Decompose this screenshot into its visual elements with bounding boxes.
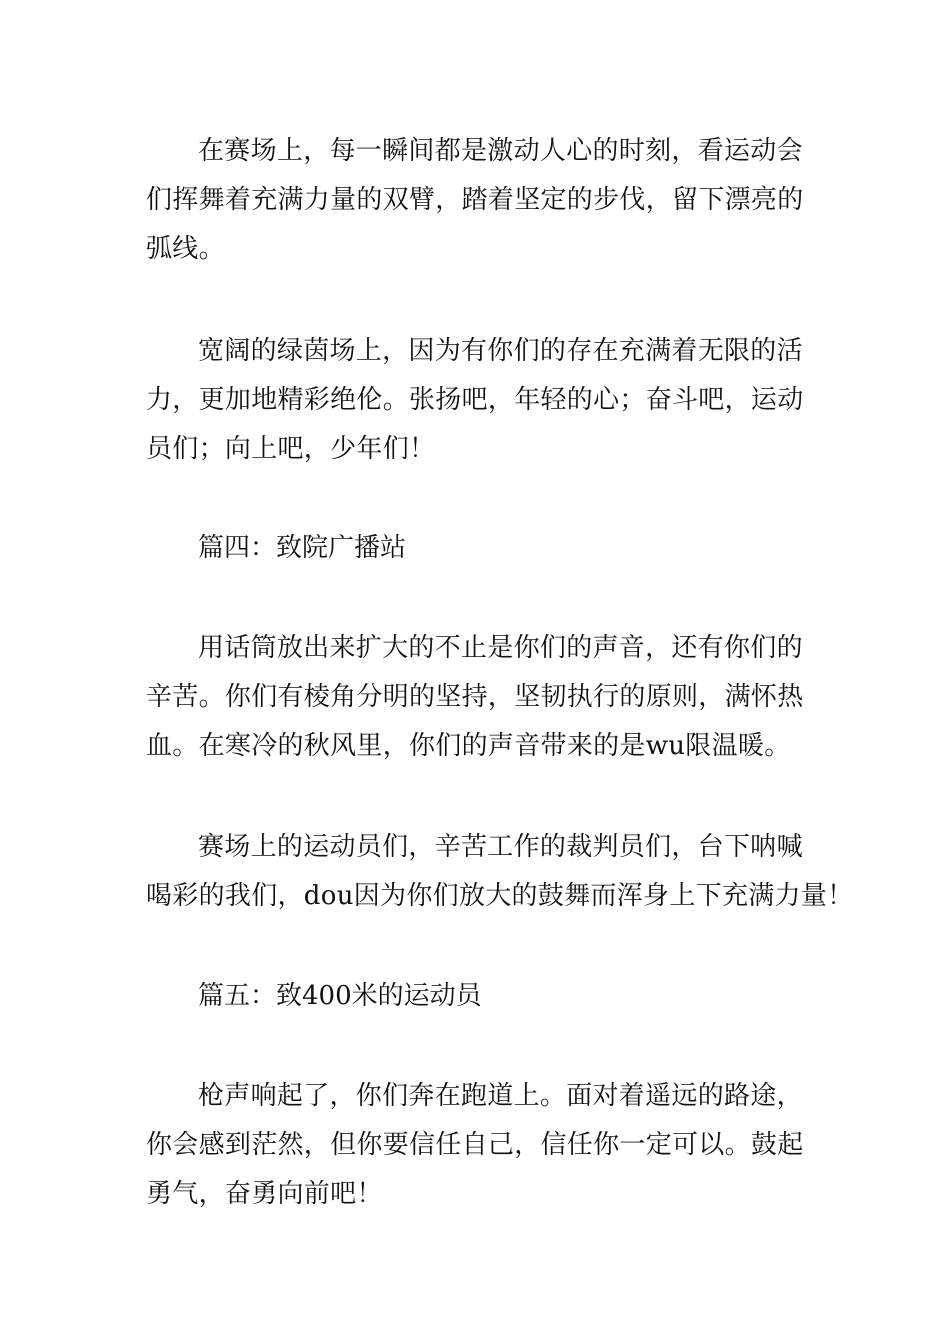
paragraph-400m-runners <box>146 1072 816 1219</box>
paragraph-line: 枪声响起了，你们奔在跑道上。面对着遥远的路途， <box>198 1081 803 1111</box>
paragraph-line: 们挥舞着充满力量的双臂，踏着坚定的步伐，留下漂亮的 <box>146 185 804 215</box>
paragraph-line: 血。在寒冷的秋风里，你们的声音带来的是wu限温暖。 <box>146 731 791 761</box>
paragraph-line: 力，更加地精彩绝伦。张扬吧，年轻的心；奋斗吧，运动 <box>146 385 804 415</box>
paragraph-line: 赛场上的运动员们，辛苦工作的裁判员们，台下呐喊 <box>198 832 803 862</box>
section-heading-part-five: 篇五：致400米的运动员 <box>198 981 482 1011</box>
paragraph-broadcast-station <box>146 624 816 771</box>
paragraph-athletes-referees <box>146 823 854 921</box>
paragraph-line: 辛苦。你们有棱角分明的坚持，坚韧执行的原则，满怀热 <box>146 682 804 712</box>
section-heading-part-four: 篇四：致院广播站 <box>198 533 407 563</box>
paragraph-line: 员们；向上吧，少年们！ <box>146 434 436 464</box>
paragraph-line: 用话筒放出来扩大的不止是你们的声音，还有你们的 <box>198 633 803 663</box>
paragraph-sports-moment <box>146 127 816 274</box>
paragraph-line: 宽阔的绿茵场上，因为有你们的存在充满着无限的活 <box>198 336 803 366</box>
paragraph-green-field <box>146 327 816 474</box>
paragraph-line: 你会感到茫然，但你要信任自己，信任你一定可以。鼓起 <box>146 1130 804 1160</box>
paragraph-line: 弧线。 <box>146 234 225 264</box>
paragraph-line: 在赛场上，每一瞬间都是激动人心的时刻，看运动会 <box>198 136 803 166</box>
paragraph-line: 勇气，奋勇向前吧！ <box>146 1179 383 1209</box>
paragraph-line: 喝彩的我们，dou因为你们放大的鼓舞而浑身上下充满力量！ <box>146 881 854 911</box>
